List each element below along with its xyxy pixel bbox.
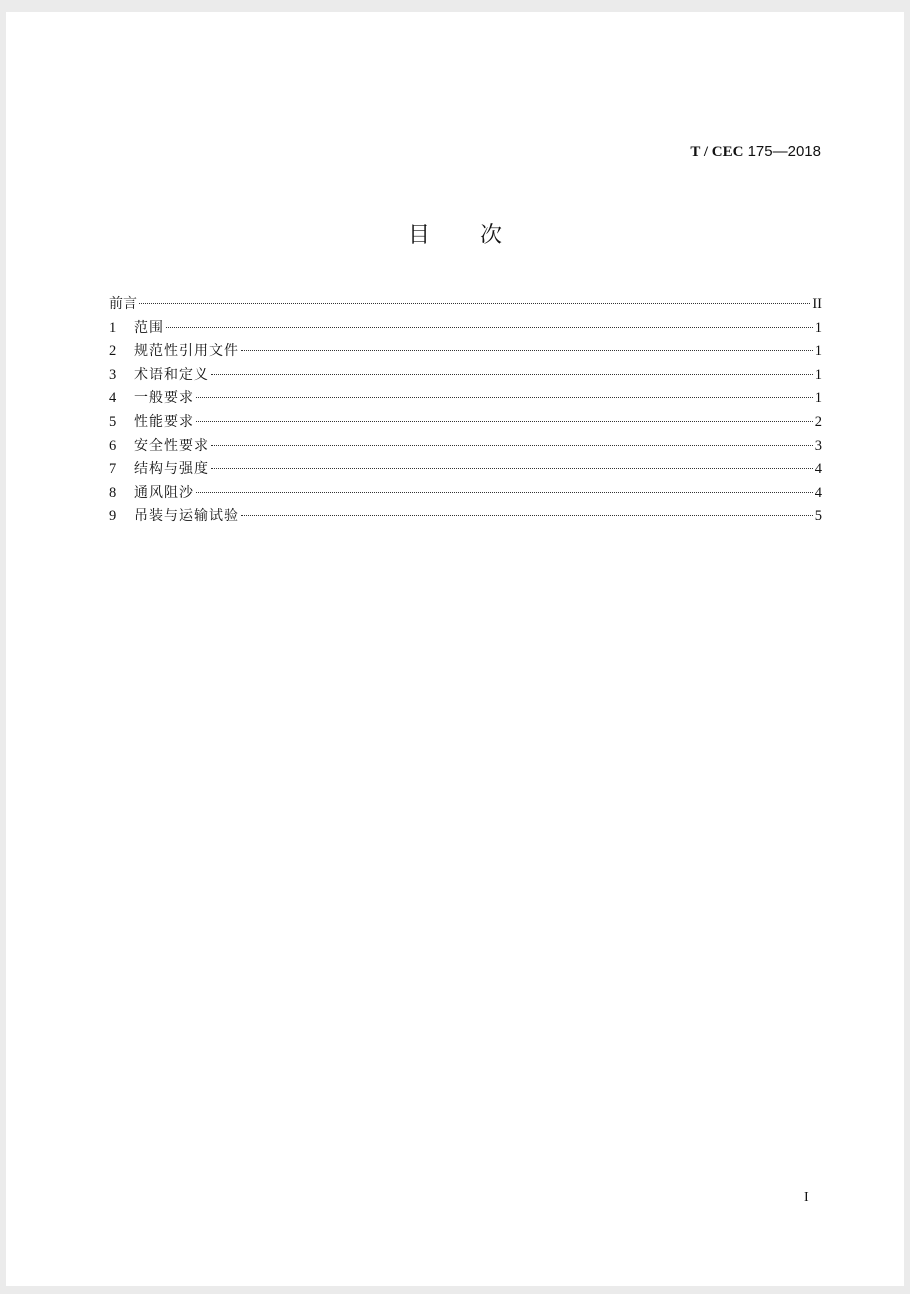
toc-section-number: 8 <box>109 484 117 501</box>
toc-entry-2[interactable] <box>109 341 822 365</box>
toc-leader-dots <box>196 397 813 398</box>
toc-page-number: 5 <box>814 508 822 525</box>
toc-label: 通风阻沙 <box>134 484 194 501</box>
toc-section-number: 4 <box>109 390 117 407</box>
table-of-contents <box>109 294 822 530</box>
toc-entry-foreword[interactable] <box>109 294 822 318</box>
toc-page-number: 1 <box>814 319 822 336</box>
toc-section-number: 6 <box>109 437 117 454</box>
toc-label: 结构与强度 <box>134 461 209 478</box>
toc-label: 安全性要求 <box>134 437 209 454</box>
toc-page-number: 3 <box>814 437 822 454</box>
toc-label: 前言 <box>109 296 137 312</box>
toc-entry-5[interactable] <box>109 412 822 436</box>
standard-code <box>690 143 821 161</box>
toc-section-number: 5 <box>109 413 117 430</box>
toc-page-number: 1 <box>814 343 822 360</box>
page-title <box>6 218 904 249</box>
toc-leader-dots <box>196 421 813 422</box>
toc-section-number: 2 <box>109 343 117 360</box>
toc-entry-3[interactable] <box>109 365 822 389</box>
toc-page-number: 1 <box>814 390 822 407</box>
toc-section-number: 9 <box>109 508 117 525</box>
toc-leader-dots <box>241 515 813 516</box>
toc-page-number: 4 <box>814 484 822 501</box>
toc-section-number: 1 <box>109 319 117 336</box>
toc-entry-4[interactable] <box>109 388 822 412</box>
standard-number: 175—2018 <box>743 143 821 160</box>
title-char-2: 次 <box>480 223 503 248</box>
toc-leader-dots <box>211 445 813 446</box>
toc-leader-dots <box>241 350 813 351</box>
toc-entry-9[interactable] <box>109 506 822 530</box>
toc-section-number: 3 <box>109 366 117 383</box>
toc-label: 吊装与运输试验 <box>134 508 239 525</box>
toc-label: 术语和定义 <box>134 366 209 383</box>
toc-leader-dots <box>139 303 810 304</box>
toc-page-number: 1 <box>814 366 822 383</box>
toc-leader-dots <box>211 468 813 469</box>
toc-section-number: 7 <box>109 461 117 478</box>
toc-page-number: II <box>812 296 822 312</box>
toc-label: 范围 <box>134 319 164 336</box>
toc-entry-7[interactable] <box>109 459 822 483</box>
toc-label: 一般要求 <box>134 390 194 407</box>
toc-entry-8[interactable] <box>109 483 822 507</box>
toc-entry-6[interactable] <box>109 436 822 460</box>
document-page <box>6 12 904 1286</box>
page-number: I <box>804 1190 809 1205</box>
toc-label: 性能要求 <box>134 413 194 430</box>
standard-prefix: T / CEC <box>690 144 744 160</box>
toc-page-number: 4 <box>814 461 822 478</box>
toc-page-number: 2 <box>814 413 822 430</box>
toc-leader-dots <box>211 374 813 375</box>
title-char-1: 目 <box>407 223 430 248</box>
toc-leader-dots <box>166 327 813 328</box>
toc-entry-1[interactable] <box>109 318 822 342</box>
toc-leader-dots <box>196 492 813 493</box>
toc-label: 规范性引用文件 <box>134 343 239 360</box>
